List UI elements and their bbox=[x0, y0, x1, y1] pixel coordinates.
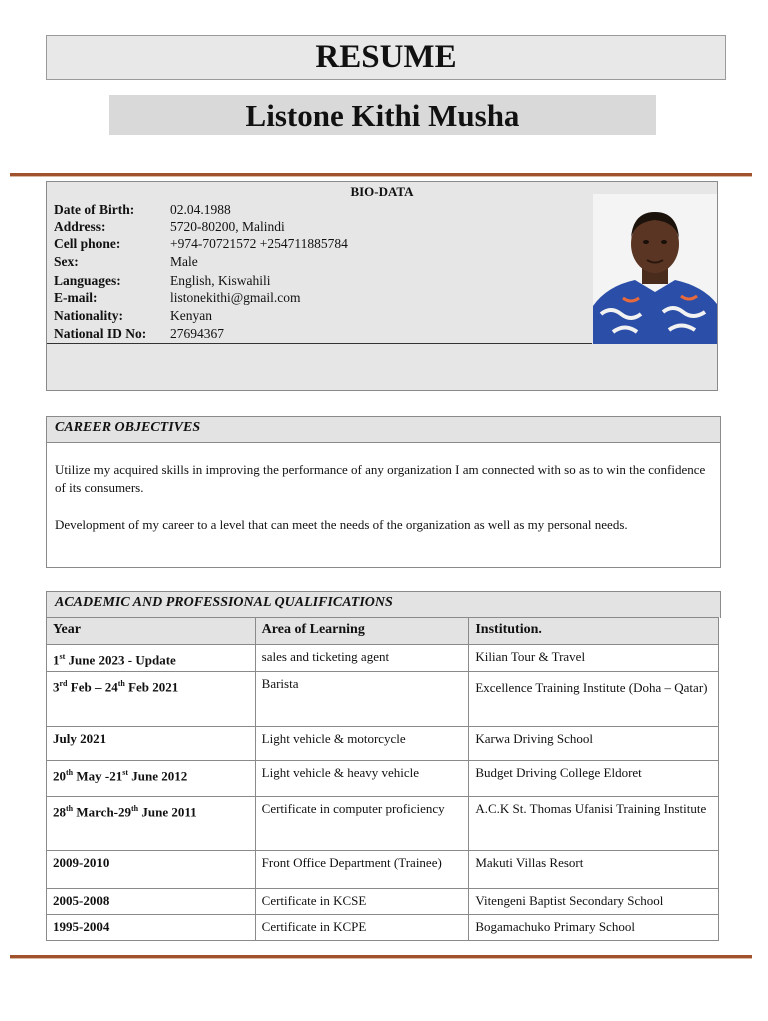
area-cell: Light vehicle & heavy vehicle bbox=[255, 761, 469, 797]
resume-title-banner bbox=[46, 35, 726, 80]
area-cell: Front Office Department (Trainee) bbox=[255, 851, 469, 889]
table-row bbox=[47, 851, 719, 889]
bio-row-phone bbox=[54, 236, 348, 252]
bio-label: Nationality: bbox=[54, 308, 123, 323]
career-objectives-section bbox=[46, 416, 721, 568]
table-row bbox=[47, 761, 719, 797]
year-cell: 20th May -21st June 2012 bbox=[47, 761, 256, 797]
bio-label: E-mail: bbox=[54, 290, 98, 305]
area-cell: sales and ticketing agent bbox=[255, 645, 469, 672]
bio-row-sex bbox=[54, 254, 198, 270]
bio-value: English, Kiswahili bbox=[170, 273, 271, 288]
institution-cell: Budget Driving College Eldoret bbox=[469, 761, 719, 797]
bio-value: Kenyan bbox=[170, 308, 212, 323]
candidate-name: Listone Kithi Musha bbox=[245, 98, 520, 133]
column-header-year: Year bbox=[47, 618, 256, 645]
institution-cell: Kilian Tour & Travel bbox=[469, 645, 719, 672]
bio-label: Sex: bbox=[54, 254, 79, 269]
column-header-area: Area of Learning bbox=[255, 618, 469, 645]
area-cell: Light vehicle & motorcycle bbox=[255, 727, 469, 761]
bio-value: +974-70721572 +254711885784 bbox=[170, 236, 348, 251]
bio-value: 5720-80200, Malindi bbox=[170, 219, 285, 234]
biodata-title: BIO-DATA bbox=[350, 184, 414, 199]
bio-row-nationality bbox=[54, 308, 212, 324]
bio-row-national-id bbox=[54, 326, 224, 342]
bio-row-address bbox=[54, 219, 285, 235]
bio-label: Address: bbox=[54, 219, 106, 234]
qualifications-title: ACADEMIC AND PROFESSIONAL QUALIFICATIONS bbox=[47, 592, 720, 617]
table-row bbox=[47, 915, 719, 941]
career-objectives-title: CAREER OBJECTIVES bbox=[47, 417, 720, 443]
institution-cell: Makuti Villas Resort bbox=[469, 851, 719, 889]
year-cell: 28th March-29th June 2011 bbox=[47, 797, 256, 851]
institution-cell: Excellence Training Institute (Doha – Qatar) bbox=[469, 672, 719, 727]
institution-cell: Karwa Driving School bbox=[469, 727, 719, 761]
year-cell: 1st June 2023 - Update bbox=[47, 645, 256, 672]
bio-label: Languages: bbox=[54, 273, 121, 288]
bio-label: Cell phone: bbox=[54, 236, 121, 251]
year-cell: July 2021 bbox=[47, 727, 256, 761]
bio-value: 27694367 bbox=[170, 326, 224, 341]
qualifications-section bbox=[46, 591, 721, 618]
institution-cell: Bogamachuko Primary School bbox=[469, 915, 719, 941]
bio-row-email bbox=[54, 290, 301, 306]
table-row bbox=[47, 889, 719, 915]
bottom-divider bbox=[10, 955, 752, 959]
area-cell: Certificate in KCSE bbox=[255, 889, 469, 915]
objective-paragraph-1: Utilize my acquired skills in improving the performance of any organization I am connected with so as to win the confidence of its consumers. bbox=[55, 462, 706, 495]
year-cell: 2009-2010 bbox=[47, 851, 256, 889]
resume-title: RESUME bbox=[315, 39, 457, 75]
candidate-name-bar bbox=[109, 95, 656, 135]
qualifications-table bbox=[46, 617, 719, 941]
table-header-row bbox=[47, 618, 719, 645]
year-cell: 1995-2004 bbox=[47, 915, 256, 941]
table-row bbox=[47, 645, 719, 672]
institution-cell: A.C.K St. Thomas Ufanisi Training Institute bbox=[469, 797, 719, 851]
biodata-section bbox=[46, 181, 718, 391]
year-cell: 2005-2008 bbox=[47, 889, 256, 915]
area-cell: Barista bbox=[255, 672, 469, 727]
table-row bbox=[47, 797, 719, 851]
bio-value: 02.04.1988 bbox=[170, 202, 231, 217]
institution-cell: Vitengeni Baptist Secondary School bbox=[469, 889, 719, 915]
area-cell: Certificate in computer proficiency bbox=[255, 797, 469, 851]
bio-label: National ID No: bbox=[54, 326, 147, 341]
year-cell: 3rd Feb – 24th Feb 2021 bbox=[47, 672, 256, 727]
profile-photo bbox=[593, 194, 717, 344]
table-row bbox=[47, 727, 719, 761]
column-header-institution: Institution. bbox=[469, 618, 719, 645]
table-row bbox=[47, 672, 719, 727]
area-cell: Certificate in KCPE bbox=[255, 915, 469, 941]
bio-value: listonekithi@gmail.com bbox=[170, 290, 301, 305]
bio-row-dob bbox=[54, 202, 231, 218]
bio-value: Male bbox=[170, 254, 198, 269]
objective-paragraph-2: Development of my career to a level that can meet the needs of the organization as well as my personal needs. bbox=[55, 517, 628, 532]
top-divider bbox=[10, 173, 752, 177]
bio-label: Date of Birth: bbox=[54, 202, 135, 217]
bio-row-languages bbox=[54, 273, 271, 289]
